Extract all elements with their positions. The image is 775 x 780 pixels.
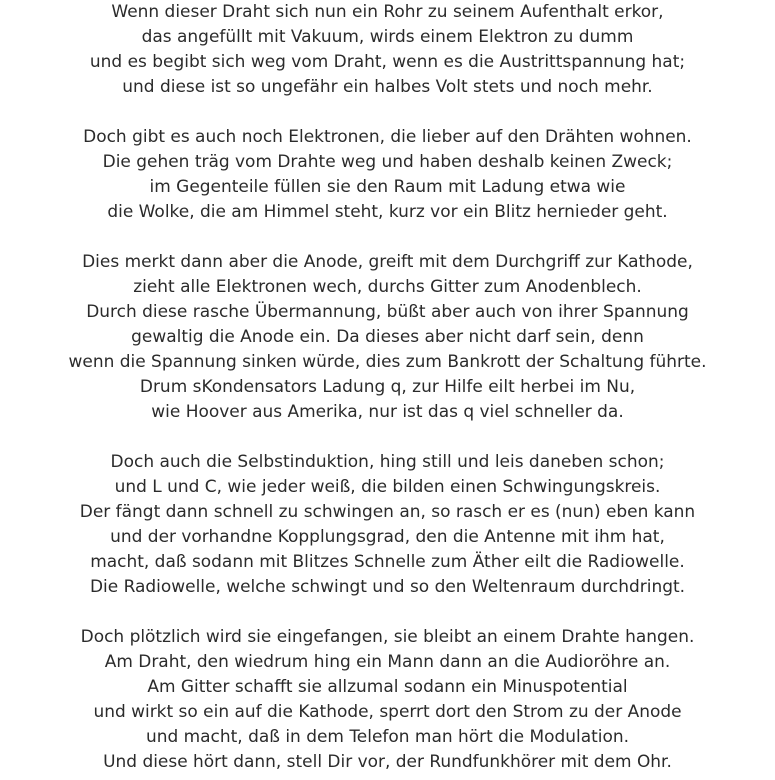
poem-line: Am Draht, den wiedrum hing ein Mann dann an die Audioröhre an.: [104, 652, 671, 672]
poem-line: Die gehen träg vom Drahte weg und haben deshalb keinen Zweck;: [102, 152, 673, 172]
poem-line: wie Hoover aus Amerika, nur ist das q viel schneller da.: [151, 402, 624, 422]
poem-line: Und diese hört dann, stell Dir vor, der Rundfunkhörer mit dem Ohr.: [103, 752, 672, 772]
stanza-3: [0, 250, 775, 425]
poem-line: Die Radiowelle, welche schwingt und so den Weltenraum durchdringt.: [89, 577, 686, 597]
poem-line: und diese ist so ungefähr ein halbes Volt stets und noch mehr.: [122, 77, 653, 97]
poem-line: und es begibt sich weg vom Draht, wenn es die Austrittspannung hat;: [89, 52, 686, 72]
poem-line: Der fängt dann schnell zu schwingen an, so rasch er es (nun) eben kann: [79, 502, 696, 522]
poem-line: und macht, daß in dem Telefon man hört die Modulation.: [145, 727, 630, 747]
poem-line: macht, daß sodann mit Blitzes Schnelle zum Äther eilt die Radiowelle.: [90, 552, 685, 572]
poem-line: die Wolke, die am Himmel steht, kurz vor ein Blitz hernieder geht.: [107, 202, 668, 222]
poem-line: und L und C, wie jeder weiß, die bilden einen Schwingungskreis.: [114, 477, 661, 497]
poem-line: im Gegenteile füllen sie den Raum mit Ladung etwa wie: [149, 177, 626, 197]
poem-line: Dies merkt dann aber die Anode, greift mit dem Durchgriff zur Kathode,: [82, 252, 693, 272]
poem-line: wenn die Spannung sinken würde, dies zum Bankrott der Schaltung führte.: [68, 352, 707, 372]
poem-line: Am Gitter schafft sie allzumal sodann ein Minuspotential: [147, 677, 628, 697]
poem-line: Drum sKondensators Ladung q, zur Hilfe eilt herbei im Nu,: [139, 377, 636, 397]
stanza-4: [0, 450, 775, 600]
stanza-2: [0, 125, 775, 225]
poem-line: und der vorhandne Kopplungsgrad, den die Antenne mit ihm hat,: [110, 527, 665, 547]
stanza-1: [0, 0, 775, 100]
stanza-5: [0, 625, 775, 775]
poem-line: Doch auch die Selbstinduktion, hing still und leis daneben schon;: [110, 452, 665, 472]
poem-line: zieht alle Elektronen wech, durchs Gitter zum Anodenblech.: [133, 277, 642, 297]
poem-line: Wenn dieser Draht sich nun ein Rohr zu seinem Aufenthalt erkor,: [111, 2, 664, 22]
poem-line: Doch plötzlich wird sie eingefangen, sie bleibt an einem Drahte hangen.: [80, 627, 695, 647]
poem-line: Doch gibt es auch noch Elektronen, die lieber auf den Drähten wohnen.: [83, 127, 692, 147]
poem-line: und wirkt so ein auf die Kathode, sperrt dort den Strom zu der Anode: [93, 702, 682, 722]
poem-line: das angefüllt mit Vakuum, wirds einem Elektron zu dumm: [141, 27, 634, 47]
poem-line: gewaltig die Anode ein. Da dieses aber nicht darf sein, denn: [131, 327, 644, 347]
poem-line: Durch diese rasche Übermannung, büßt aber auch von ihrer Spannung: [86, 302, 689, 322]
